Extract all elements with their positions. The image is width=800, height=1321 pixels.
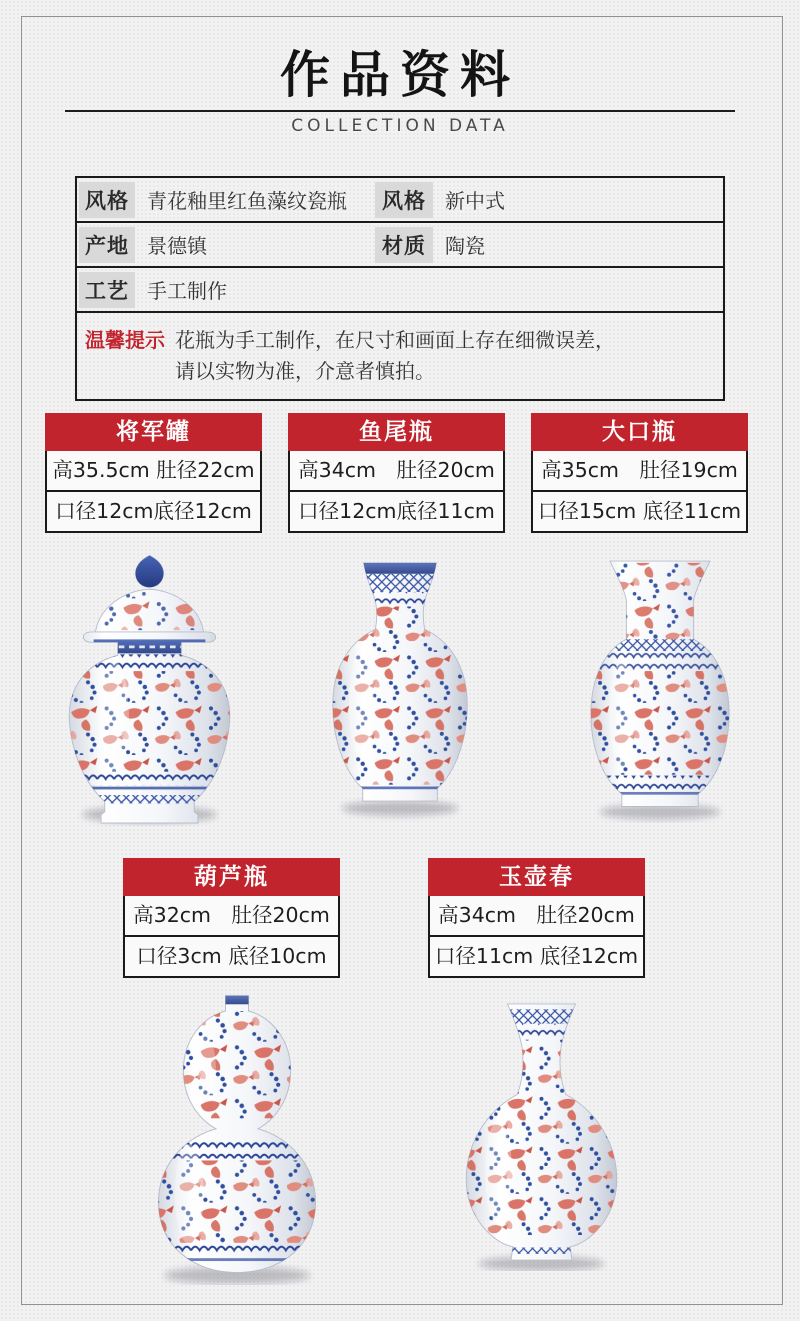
spec-dimensions: 高35.5cm 肚径22cm bbox=[52, 458, 255, 482]
attr-label: 产地 bbox=[79, 227, 135, 263]
spec-dimensions: 口径11cm 底径12cm bbox=[430, 935, 643, 976]
page-title: 作品资料 bbox=[280, 45, 520, 104]
attr-value: 新中式 bbox=[445, 189, 505, 213]
table-row bbox=[77, 268, 723, 313]
attr-value: 青花釉里红鱼藻纹瓷瓶 bbox=[147, 189, 347, 213]
general-jar-vase-image bbox=[47, 546, 252, 826]
spec-dimensions: 高32cm 肚径20cm bbox=[133, 903, 330, 927]
spec-card-title: 葫芦瓶 bbox=[123, 858, 340, 896]
info-table bbox=[75, 176, 725, 401]
spec-card-title: 鱼尾瓶 bbox=[288, 413, 505, 451]
double-gourd-vase-image bbox=[122, 988, 352, 1285]
yuhuchun-vase-image bbox=[434, 993, 649, 1271]
attr-label: 风格 bbox=[375, 182, 433, 218]
spec-dimensions: 口径3cm 底径10cm bbox=[125, 935, 338, 976]
warm-tip-line: 请以实物为准，介意者慎拍。 bbox=[175, 359, 435, 383]
page-subtitle: COLLECTION DATA bbox=[291, 115, 509, 136]
warm-tip bbox=[77, 313, 723, 399]
spec-card-dakouping bbox=[531, 413, 748, 533]
warm-tip-text bbox=[165, 325, 615, 387]
attr-value: 手工制作 bbox=[147, 279, 227, 303]
spec-card-title: 将军罐 bbox=[45, 413, 262, 451]
attr-value: 景德镇 bbox=[147, 234, 207, 258]
spec-card-title: 大口瓶 bbox=[531, 413, 748, 451]
spec-card-yuhuchun bbox=[428, 858, 645, 978]
spec-dimensions: 口径15cm 底径11cm bbox=[533, 490, 746, 531]
spec-dimensions: 高34cm 肚径20cm bbox=[298, 458, 495, 482]
header bbox=[0, 46, 800, 136]
spec-card-huluping bbox=[123, 858, 340, 978]
attr-label: 风格 bbox=[79, 182, 135, 218]
spec-dimensions: 口径12cm底径11cm bbox=[290, 490, 503, 531]
spec-dimensions: 高35cm 肚径19cm bbox=[541, 458, 738, 482]
fishtail-vase-image bbox=[300, 550, 500, 823]
spec-card-jiangjunguan bbox=[45, 413, 262, 533]
spec-card-title: 玉壶春 bbox=[428, 858, 645, 896]
attr-label: 工艺 bbox=[79, 272, 135, 308]
attr-label: 材质 bbox=[375, 227, 433, 263]
table-row bbox=[77, 223, 723, 268]
spec-dimensions: 口径12cm底径12cm bbox=[47, 490, 260, 531]
warm-tip-line: 花瓶为手工制作，在尺寸和画面上存在细微误差， bbox=[175, 328, 615, 352]
spec-dimensions: 高34cm 肚径20cm bbox=[438, 903, 635, 927]
wide-mouth-vase-image bbox=[560, 550, 760, 823]
spec-card-yuweiping bbox=[288, 413, 505, 533]
attr-value: 陶瓷 bbox=[445, 234, 485, 258]
warm-tip-label: 温馨提示 bbox=[85, 328, 165, 352]
title-divider bbox=[65, 110, 735, 112]
table-row bbox=[77, 178, 723, 223]
